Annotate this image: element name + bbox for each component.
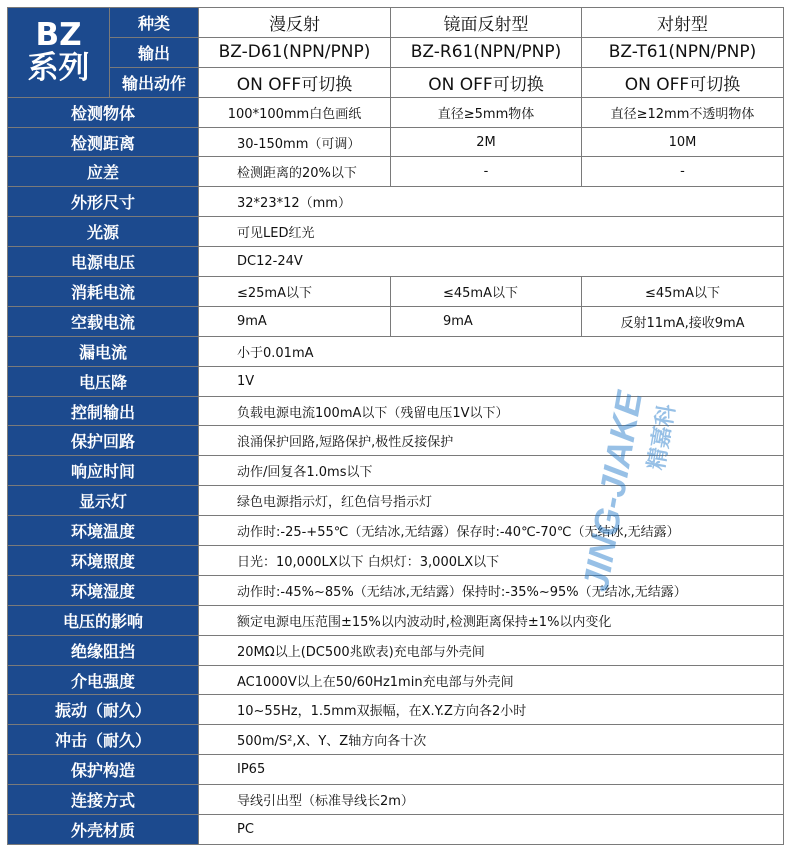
ambient-illuminance-value: 日光：10,000LX以下 白炽灯：3,000LX以下 — [199, 546, 784, 576]
table-row — [8, 277, 784, 307]
row-label-no-load-current: 空载电流 — [8, 306, 199, 336]
watermark-text-latin: JING-JIAKE — [574, 388, 650, 595]
protection-circuit-value: 浪涌保护回路,短路保护,极性反接保护 — [199, 426, 784, 456]
table-row — [8, 366, 784, 396]
row-label-voltage-influence: 电压的影响 — [8, 605, 199, 635]
row-label-insulation-resistance: 绝缘阻挡 — [8, 635, 199, 665]
header-row-output — [8, 37, 784, 67]
voltage-drop-value: 1V — [199, 366, 784, 396]
no-load-current-d61: 9mA — [199, 306, 391, 336]
hysteresis-r61: - — [391, 157, 582, 187]
indicator-value: 绿色电源指示灯，红色信号指示灯 — [199, 486, 784, 516]
series-line1: BZ — [35, 17, 82, 54]
table-row — [8, 336, 784, 366]
insulation-resistance-value: 20MΩ以上(DC500兆欧表)充电部与外壳间 — [199, 635, 784, 665]
table-row — [8, 665, 784, 695]
dielectric-strength-value: AC1000V以上在50/60Hz1min充电部与外壳间 — [199, 665, 784, 695]
table-row — [8, 725, 784, 755]
table-row — [8, 785, 784, 815]
model-action-1: ON OFF可切换 — [199, 67, 391, 97]
table-row — [8, 127, 784, 157]
table-row — [8, 695, 784, 725]
table-row — [8, 755, 784, 785]
row-label-shock: 冲击（耐久） — [8, 725, 199, 755]
connection-value: 导线引出型（标准导线长2m） — [199, 785, 784, 815]
detect-object-d61: 100*100mm白色画纸 — [199, 97, 391, 127]
model-output-3: BZ-T61(NPN/PNP) — [582, 37, 784, 67]
row-label-connection: 连接方式 — [8, 785, 199, 815]
model-action-3: ON OFF可切换 — [582, 67, 784, 97]
protection-structure-value: IP65 — [199, 755, 784, 785]
row-label-response-time: 响应时间 — [8, 456, 199, 486]
table-row — [8, 157, 784, 187]
row-label-ambient-temperature: 环境温度 — [8, 516, 199, 546]
no-load-current-r61: 9mA — [391, 306, 582, 336]
table-row — [8, 635, 784, 665]
action-label: 输出动作 — [110, 67, 199, 97]
table-row — [8, 97, 784, 127]
row-label-dielectric-strength: 介电强度 — [8, 665, 199, 695]
voltage-influence-value: 额定电源电压范围±15%以内波动时,检测距离保持±1%以内变化 — [199, 605, 784, 635]
row-label-current-consumption: 消耗电流 — [8, 277, 199, 307]
no-load-current-t61: 反射11mA,接收9mA — [582, 306, 784, 336]
ambient-temperature-value: 动作时:-25-+55℃（无结冰,无结露）保存时:-40℃-70℃（无结冰,无结露） — [199, 516, 784, 546]
response-time-value: 动作/回复各1.0ms以下 — [199, 456, 784, 486]
row-label-housing-material: 外壳材质 — [8, 815, 199, 845]
header-row-type — [8, 8, 784, 38]
model-type-1: 漫反射 — [199, 8, 391, 38]
row-label-detect-distance: 检测距离 — [8, 127, 199, 157]
table-row — [8, 426, 784, 456]
detect-object-t61: 直径≥12mm不透明物体 — [582, 97, 784, 127]
table-row — [8, 575, 784, 605]
table-row — [8, 546, 784, 576]
row-label-vibration: 振动（耐久） — [8, 695, 199, 725]
row-label-hysteresis: 应差 — [8, 157, 199, 187]
model-type-2: 镜面反射型 — [391, 8, 582, 38]
table-row — [8, 187, 784, 217]
light-source-value: 可见LED红光 — [199, 217, 784, 247]
model-output-2: BZ-R61(NPN/PNP) — [391, 37, 582, 67]
row-label-supply-voltage: 电源电压 — [8, 247, 199, 277]
detect-distance-r61: 2M — [391, 127, 582, 157]
series-title — [8, 8, 110, 98]
row-label-indicator: 显示灯 — [8, 486, 199, 516]
spec-table — [7, 7, 784, 845]
table-row — [8, 217, 784, 247]
model-output-1: BZ-D61(NPN/PNP) — [199, 37, 391, 67]
control-output-value: 负载电源电流100mA以下（残留电压1V以下） — [199, 396, 784, 426]
hysteresis-d61: 检测距离的20%以下 — [199, 157, 391, 187]
dimensions-value: 32*23*12（mm） — [199, 187, 784, 217]
supply-voltage-value: DC12-24V — [199, 247, 784, 277]
model-type-3: 对射型 — [582, 8, 784, 38]
row-label-leakage-current: 漏电流 — [8, 336, 199, 366]
table-row — [8, 396, 784, 426]
detect-distance-t61: 10M — [582, 127, 784, 157]
row-label-protection-circuit: 保护回路 — [8, 426, 199, 456]
current-consumption-t61: ≤45mA以下 — [582, 277, 784, 307]
row-label-protection-structure: 保护构造 — [8, 755, 199, 785]
row-label-ambient-illuminance: 环境照度 — [8, 546, 199, 576]
leakage-current-value: 小于0.01mA — [199, 336, 784, 366]
type-label: 种类 — [110, 8, 199, 38]
watermark-text-cn: 精嘉科 — [644, 402, 681, 472]
model-action-2: ON OFF可切换 — [391, 67, 582, 97]
housing-material-value: PC — [199, 815, 784, 845]
vibration-value: 10~55Hz，1.5mm双振幅，在X.Y.Z方向各2小时 — [199, 695, 784, 725]
row-label-ambient-humidity: 环境湿度 — [8, 575, 199, 605]
table-row — [8, 456, 784, 486]
table-row — [8, 605, 784, 635]
row-label-detect-object: 检测物体 — [8, 97, 199, 127]
row-label-light-source: 光源 — [8, 217, 199, 247]
row-label-dimensions: 外形尺寸 — [8, 187, 199, 217]
row-label-voltage-drop: 电压降 — [8, 366, 199, 396]
table-row — [8, 516, 784, 546]
detect-object-r61: 直径≥5mm物体 — [391, 97, 582, 127]
header-row-action — [8, 67, 784, 97]
output-label: 输出 — [110, 37, 199, 67]
table-row — [8, 306, 784, 336]
row-label-control-output: 控制输出 — [8, 396, 199, 426]
ambient-humidity-value: 动作时:-45%~85%（无结冰,无结露）保持时:-35%~95%（无结冰,无结露） — [199, 575, 784, 605]
table-row — [8, 486, 784, 516]
hysteresis-t61: - — [582, 157, 784, 187]
table-row — [8, 815, 784, 845]
current-consumption-r61: ≤45mA以下 — [391, 277, 582, 307]
current-consumption-d61: ≤25mA以下 — [199, 277, 391, 307]
series-line2: 系列 — [27, 50, 90, 87]
shock-value: 500m/S²,X、Y、Z轴方向各十次 — [199, 725, 784, 755]
table-row — [8, 247, 784, 277]
detect-distance-d61: 30-150mm（可调） — [199, 127, 391, 157]
